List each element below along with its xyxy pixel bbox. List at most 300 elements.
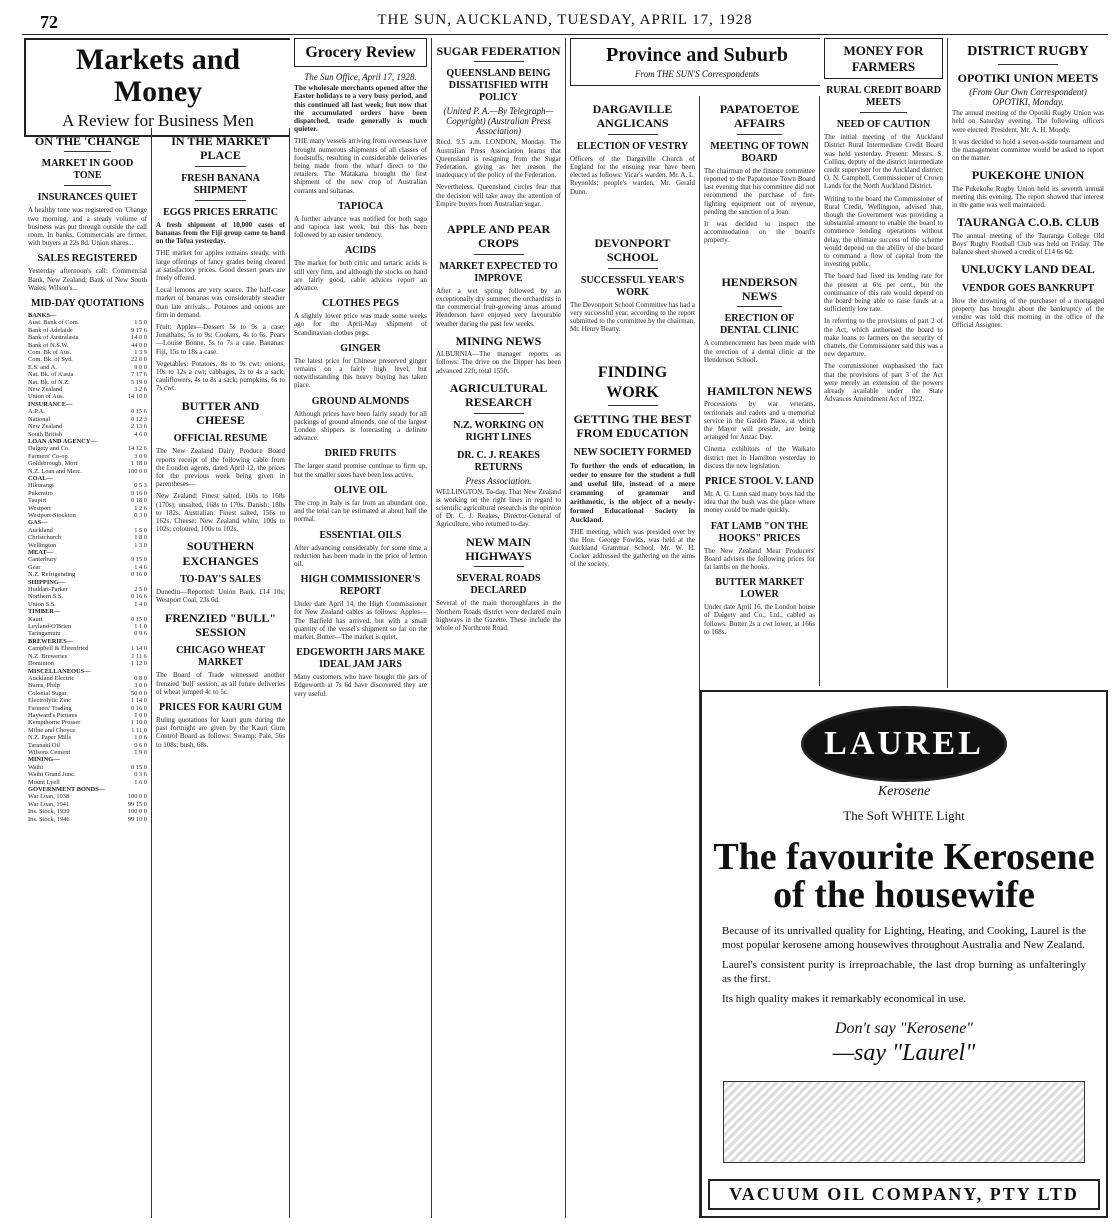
quote-name: MINING—	[28, 756, 60, 764]
quote-name: SHIPPING—	[28, 578, 66, 586]
markets-title: Markets and Money	[75, 43, 241, 108]
quote-row	[28, 416, 147, 423]
markets-p2: Yesterday afternoon's call: Commercial Bank, New Zealand; Bank of New South Wales; Wilson's...	[28, 267, 147, 292]
rule	[195, 166, 247, 167]
quote-value: 4 6 0	[134, 430, 147, 438]
quote-value: 1 18 0	[131, 460, 147, 468]
quote-name: New Zealand	[28, 386, 63, 394]
quote-row	[28, 386, 147, 393]
sales-head: SALES REGISTERED	[37, 253, 138, 265]
grocery-title: Grocery Review	[305, 44, 416, 61]
prov-h2: ELECTION OF VESTRY	[576, 140, 689, 152]
prov-h1: DARGAVILLE ANGLICANS	[592, 102, 673, 131]
quote-value: 100 0 0	[127, 793, 147, 801]
quote-value: 1 1 0	[134, 623, 147, 631]
quote-row	[28, 705, 147, 712]
quote-value: 0 16 0	[131, 704, 147, 712]
mp-p8: Dunedin—Reported: Union Bank, £14 10s; Westport Coal, 23s 6d.	[156, 588, 285, 605]
province-banner	[566, 38, 820, 92]
quote-name: Com. Bk. of Syd.	[28, 356, 73, 364]
quote-name: N.Z. Loan and Merc.	[28, 467, 82, 475]
quote-row	[28, 356, 147, 363]
papa-p4: Processions by war veterans, territorials and cadets and a memorial service in the Garden Place, at which the Mayor will preside, are being arranged for Anzac Day.	[704, 400, 815, 442]
rugby-p3: The Pukekohe Rugby Union held its seventh annual meeting this evening. The report showed that interest in the game was well maintained.	[952, 184, 1104, 210]
quote-name: Ins. Stock, 1946	[28, 815, 70, 823]
quote-name: Ins. Stock, 1939	[28, 808, 70, 816]
sugar-p4: ALBURNIA—The manager reports as follows: The drive on the Dipper has been advanced 22ft, total 155ft.	[436, 350, 561, 375]
mp-p3: Local lemons are very scarce. The half-case market of bananas was considerably steadier than late arrivals... Potatoes and onions are firm in demand.	[156, 286, 285, 319]
quote-name: Mount Lyell	[28, 778, 60, 786]
quote-row	[28, 534, 147, 541]
grocery-office: The Sun Office, April 17, 1928.	[304, 72, 417, 83]
quote-row	[28, 630, 147, 637]
rugby-h1: DISTRICT RUGBY	[967, 44, 1089, 59]
quote-row	[28, 579, 147, 586]
grocery-p4: A slightly lower price was made some weeks ago for the April-May shipment of Scandinavian clothes pegs.	[294, 312, 427, 337]
province-header	[570, 38, 820, 86]
farmers-p4: In referring to the provisions of part 2 of the Act, which authorised the board to make loans to farmers on the security of chattels, the Commissioner said this was a new departure.	[824, 317, 943, 359]
quote-row	[28, 556, 147, 563]
papa-h3: HENDERSON NEWS	[721, 274, 798, 303]
grocery-h3: CLOTHES PEGS	[322, 298, 399, 310]
quote-row	[28, 786, 147, 793]
quote-name: Wellington	[28, 541, 57, 549]
mp-p5: Vegetables: Potatoes, 8s to 9s cwt; onions, 10s to 12s a cwt; cabbages, 2s to 4s a sack; cauliflowers, 4s to 8s a sack; pumpkins, 6s to 7s cwt.	[156, 359, 285, 393]
quote-row	[28, 793, 147, 800]
quote-row	[28, 364, 147, 371]
farmers-p1: The initial meeting of the Auckland District Rural Intermediate Credit Board was held yesterday. Present: Messrs. S. Collins, deputy of the district intermediate credit supervisor for the Auckland district; O. N. Campbell, Commissioner of Crown Lands for the North Auckland District.	[824, 133, 943, 191]
papa-p8: Under date April 16, the London house of Dalgety and Co., Ltd., cabled as follows: Butter 2s a cwt lower, at 166s to 168s.	[704, 603, 815, 636]
quote-name: Colonial Sugar	[28, 689, 67, 697]
rugby-h4: TAURANGA C.O.B. CLUB	[956, 215, 1100, 230]
quote-value: 1 11 6	[131, 652, 147, 660]
quote-value: 1 11 0	[131, 726, 147, 734]
papatoetoe-column	[700, 96, 820, 686]
rule	[64, 185, 112, 186]
grocery-p6: Although prices have been fairly steady for all packings of ground almonds, one of the largest London shippers is forecasting a definite advance.	[294, 409, 427, 443]
quote-row	[28, 719, 147, 726]
prov-h3: DEVONPORT SCHOOL	[594, 235, 671, 265]
mp-p10: Ruling quotations for kauri gum during the past fortnight are given by the Kauri Gum Control Board as follows: Swamp: Pale, 56s to 108s; bush, 68s.	[156, 716, 285, 749]
farmers-header	[824, 38, 943, 79]
quote-value: 0 16 6	[131, 593, 147, 601]
mp-p9: The Board of Trade witnessed another frenzied 'bull' session, as all future deliveries of wheat jumped 4c to 5c.	[156, 671, 285, 696]
grocery-h4: GINGER	[340, 342, 381, 354]
quote-value: 14 12 6	[127, 445, 147, 453]
rugby-h3: PUKEKOHE UNION	[971, 168, 1085, 183]
quote-row	[28, 571, 147, 578]
quote-value: 1 5 0	[134, 319, 147, 327]
quote-row	[28, 593, 147, 600]
page-number: 72	[40, 12, 58, 32]
grocery-h2: ACIDS	[344, 245, 377, 257]
quote-row	[28, 468, 147, 475]
quote-value: 0 8 0	[134, 674, 147, 682]
sugar-h3: APPLE AND PEAR CROPS	[446, 222, 551, 251]
quote-value: 1 4 0	[134, 600, 147, 608]
quote-value: 3 2 6	[134, 386, 147, 394]
quote-name: Union S.S.	[28, 600, 56, 608]
quote-row	[28, 742, 147, 749]
mp-h2: FRESH BANANA SHIPMENT	[181, 172, 260, 196]
quote-name: Waihi	[28, 763, 44, 771]
papa-p3: A commencement has been made with the erection of a dental clinic at the Henderson School.	[704, 339, 815, 364]
quote-value: 0 18 0	[131, 497, 147, 505]
quote-row	[28, 334, 147, 341]
quote-name: Farmers' Co-op.	[28, 452, 70, 460]
quote-row	[28, 727, 147, 734]
rule	[737, 306, 781, 307]
farmers-h2: NEED OF CAUTION	[836, 119, 931, 131]
sugar-dek2: Press Association.	[465, 475, 532, 486]
quote-name: Waihi Grand Junc.	[28, 771, 76, 779]
quote-name: E.S. and A.	[28, 363, 57, 371]
quote-name: TIMBER—	[28, 608, 61, 616]
markets-header	[24, 38, 290, 137]
quote-name: BREWERIES—	[28, 637, 74, 645]
quote-name: Wilsons Cement	[28, 748, 71, 756]
quote-row	[28, 816, 147, 823]
quote-row	[28, 512, 147, 519]
prov-p2: The Devonport School Committee has had a very successful year, according to the report submitted to the committee by the chairman, Mr. Henry Beatty.	[570, 300, 695, 334]
quote-row	[28, 764, 147, 771]
quote-value: 1 10 0	[131, 719, 147, 727]
markets-col-body	[24, 128, 152, 1218]
markets-subtitle: A Review for Business Men	[62, 111, 254, 130]
grocery-p8: The crop in Italy is far from an abundant one, and the total can be estimated at about half the normal.	[294, 498, 427, 524]
quote-name: N.Z. Breweries	[28, 652, 68, 660]
quote-row	[28, 542, 147, 549]
quote-name: Taupiri	[28, 497, 47, 505]
quote-value: 7 17 6	[131, 371, 147, 379]
papa-h2: MEETING OF TOWN BOARD	[710, 140, 809, 164]
rule	[474, 254, 524, 255]
quote-value: 50 0 0	[131, 689, 147, 697]
quote-row	[28, 682, 147, 689]
quote-row	[28, 423, 147, 430]
quote-value: 44 0 0	[131, 341, 147, 349]
quote-name: MEAT—	[28, 549, 54, 557]
quote-name: A.P.A.	[28, 408, 45, 416]
quote-value: 1 14 0	[131, 697, 147, 705]
quote-row	[28, 697, 147, 704]
quote-value: 1 12 0	[131, 660, 147, 668]
quote-row	[28, 712, 147, 719]
quote-value: 0 15 0	[131, 763, 147, 771]
rugby-p4: The annual meeting of the Tauranga College Old Boys' Rugby Football Club was held on Friday. The balance sheet showed a credit of £14 6s 6d.	[952, 231, 1104, 257]
mp-p2: THE market for apples remains steady, with large offerings of fancy grades being cleared at satisfactory prices. Good dessert pears are freely offered.	[156, 249, 285, 282]
papa-h4: ERECTION OF DENTAL CLINIC	[720, 313, 799, 337]
quote-row	[28, 645, 147, 652]
ad-brand-sub: Kerosene	[877, 784, 931, 799]
farmers-p3: The board had fixed its lending rate for the present at 6½ per cent., but the continuance of this rate would depend on the board being able to raise funds at a sufficiently low rate.	[824, 272, 943, 314]
rule	[474, 566, 524, 567]
quote-name: Huddart-Parker	[28, 586, 68, 594]
quote-row	[28, 438, 147, 445]
mp-h7: TO-DAY'S SALES	[180, 574, 261, 586]
quote-value: 14 0 0	[131, 334, 147, 342]
quote-name: N.Z. Paper Mills	[28, 734, 71, 742]
grocery-column	[290, 38, 432, 1218]
quote-name: Bank of N.S.W.	[28, 341, 69, 349]
farmers-p5: The commissioner emphasised the fact that the provisions of part 3 of the Act were merely an extension of the powers already available under the State Advances Amendment Act of 1922.	[824, 362, 943, 404]
quote-row	[28, 342, 147, 349]
quote-name: Nat. Bk. of A'asia	[28, 371, 74, 379]
grocery-p7: The larger stand promise continue to firm up, but the smaller sizes have been less active.	[294, 462, 427, 479]
quote-value: 1 0 0	[134, 711, 147, 719]
sugar-h2: QUEENSLAND BEING DISSATISFIED WITH POLICY	[446, 68, 551, 104]
rugby-h6: VENDOR GOES BANKRUPT	[961, 282, 1095, 294]
quote-name: Gear	[28, 563, 41, 571]
quote-name: Kempthorne Prosser	[28, 719, 81, 727]
quote-row	[28, 749, 147, 756]
ad-slogan2: —say "Laurel"	[832, 1040, 976, 1066]
quote-row	[28, 586, 147, 593]
quote-row	[28, 519, 147, 526]
quote-name: BANKS—	[28, 312, 57, 320]
grocery-h9: HIGH COMMISSIONER'S REPORT	[300, 574, 421, 598]
quote-value: 9 0 0	[134, 363, 147, 371]
quote-value: 0 16 0	[131, 489, 147, 497]
quote-row	[28, 431, 147, 438]
quote-row	[28, 616, 147, 623]
grocery-p2: A further advance was notified for both sago and tapioca last week, but this has been followed by an easier tendency.	[294, 214, 427, 240]
quote-value: 0 15 0	[131, 615, 147, 623]
quote-value: 1 3 9	[134, 349, 147, 357]
quote-name: Campbell & Ehrenfried	[28, 645, 89, 653]
rule	[64, 151, 112, 152]
mp-h8: FRENZIED "BULL" SESSION	[164, 610, 276, 640]
sugar-h1: SUGAR FEDERATION	[436, 44, 561, 58]
quote-name: Burns, Philp	[28, 682, 60, 690]
sugar-p2: Nevertheless, Queensland circles fear that the decision will take away the attention of Empire buyers from Australian sugar.	[436, 183, 561, 208]
papa-h6: PRICE STOOL V. LAND	[705, 476, 814, 488]
quote-value: 2 13 6	[131, 423, 147, 431]
quote-row	[28, 408, 147, 415]
market-place-column	[152, 128, 290, 1218]
quote-row	[28, 601, 147, 608]
quote-name: Christchurch	[28, 534, 62, 542]
markets-h3: INSURANCES QUIET	[37, 192, 138, 204]
quote-row	[28, 808, 147, 815]
mp-h9: CHICAGO WHEAT MARKET	[176, 645, 265, 669]
quote-row	[28, 801, 147, 808]
grocery-p11: Many customers who have bought the jars of Edgeworth at 7s 6d have discovered they are very useful.	[294, 673, 427, 698]
rule	[608, 268, 658, 269]
ad-illustration	[723, 1081, 1085, 1163]
quote-row	[28, 527, 147, 534]
sugar-p3: After a wet spring followed by an exceptionally dry summer, the orchardists in the commercial fruit-growing areas around Henderson have enjoyed very favourable weather during the past few weeks.	[436, 286, 561, 328]
quote-value: 1 6 0	[134, 778, 147, 786]
papa-p5: Cinema exhibitors of the Waikato district met in Hamilton yesterday to discuss the new legislation.	[704, 445, 815, 470]
quote-value: 9 15 0	[131, 556, 147, 564]
quote-value: 1 9 0	[134, 748, 147, 756]
rugby-dek: (From Our Own Correspondent) OPOTIKI, Monday.	[969, 87, 1087, 108]
masthead-title: THE SUN, AUCKLAND, TUESDAY, APRIL 17, 1928	[377, 12, 753, 28]
quote-value: 0 3 0	[134, 511, 147, 519]
sugar-h6: AGRICULTURAL RESEARCH	[449, 380, 548, 410]
quote-name: Dominion	[28, 660, 54, 668]
quote-row	[28, 734, 147, 741]
papa-h5: HAMILTON NEWS	[706, 384, 813, 398]
sugar-p6: Several of the main thoroughfares in the Northern Roads district were declared main highways in the Gazette. These include the whole of Northcote Road.	[436, 599, 561, 632]
sugar-p5: WELLINGTON, To-day. That New Zealand is working on the right lines in regard to scientific agricultural research is the opinion of Dr. C. J. Reakes, Director-General of Agriculture, who returned to-day.	[436, 487, 561, 529]
sugar-h5: MINING NEWS	[455, 333, 542, 348]
province-column	[566, 96, 700, 1218]
mp-p6: The New Zealand Dairy Produce Board reports receipt of the following cable from the London agents, dated April 12, the prices for the previous week being given in parentheses—	[156, 447, 285, 489]
farmers-h1: RURAL CREDIT BOARD MEETS	[826, 85, 941, 109]
grocery-p3: The market for both citric and tartaric acids is still very firm, and although the stocks on hand are fairly good, cable advices report an advance.	[294, 259, 427, 293]
farmers-column	[820, 38, 948, 688]
quote-row	[28, 608, 147, 615]
quote-row	[28, 482, 147, 489]
papa-p2: It was decided to inspect the accommodation on the board's property.	[704, 220, 815, 245]
ad-body2: Laurel's consistent purity is irreproachable, the last drop burning as unfalteringly as the first.	[722, 959, 1086, 985]
quote-name: Kauri	[28, 615, 43, 623]
quote-value: 1 0 6	[134, 734, 147, 742]
quote-value: 2 5 0	[134, 586, 147, 594]
quote-name: N.Z. Refrigerating	[28, 571, 76, 579]
rule	[195, 200, 247, 201]
grocery-h8: ESSENTIAL OILS	[319, 529, 402, 541]
quote-row	[28, 319, 147, 326]
quote-row	[28, 490, 147, 497]
quote-name: COAL—	[28, 474, 53, 482]
quote-name: Leyland-O'Brien	[28, 623, 72, 631]
quote-row	[28, 771, 147, 778]
markets-p1: A healthy tone was registered on 'Change two morning, and a steady volume of business was put through outside the call room. In banks, Commercials are firmer, with buyers at 22s 8d. Union shares...	[28, 206, 147, 248]
grocery-h5: GROUND ALMONDS	[311, 395, 410, 407]
quote-name: Westport	[28, 504, 51, 512]
rule	[860, 112, 908, 113]
quote-row	[28, 460, 147, 467]
grocery-h6: DRIED FRUITS	[324, 448, 397, 460]
rugby-p5: How the drowning of the purchaser of a mortgaged property has brought about the bankruptcy of the vendor was told this morning in the office of the Official Assignee.	[952, 296, 1104, 330]
quote-row	[28, 453, 147, 460]
laurel-logo	[801, 706, 1007, 782]
quote-row	[28, 756, 147, 763]
quote-row	[28, 401, 147, 408]
mp-h10: PRICES FOR KAURI GUM	[158, 702, 283, 714]
quote-value: 0 9 6	[134, 630, 147, 638]
quote-name: National	[28, 415, 51, 423]
papa-h7: FAT LAMB "ON THE HOOKS" PRICES	[710, 520, 809, 544]
quote-value: 3 0 0	[134, 682, 147, 690]
quote-name: South British	[28, 430, 62, 438]
quote-name: Milne and Choyce	[28, 726, 76, 734]
grocery-header	[294, 38, 427, 67]
papa-p1: The chairman of the finance committee reported to the Papatoetoe Town Board last evening that his committee did not recommend the purchase of fire-fighting equipment out of revenue, pending the sanction of a loan.	[704, 166, 815, 216]
ad-brand: LAUREL	[824, 725, 984, 762]
quote-row	[28, 379, 147, 386]
prov-h7: NEW SOCIETY FORMED	[573, 446, 692, 458]
quote-name: Pukemiro	[28, 489, 53, 497]
sugar-h4: MARKET EXPECTED TO IMPROVE	[439, 260, 558, 284]
quote-row	[28, 327, 147, 334]
quote-row	[28, 668, 147, 675]
prov-h4: SUCCESSFUL YEAR'S WORK	[580, 274, 685, 298]
quote-name: War Loan, 1941	[28, 800, 70, 808]
ad-body1: Because of its unrivalled quality for Lighting, Heating, and Cooking, Laurel is the most popular kerosene among housewives throughout Australia and New Zealand.	[722, 925, 1086, 951]
papa-p7: The New Zealand Meat Producers' Board advises the following prices for fat lambs on the hooks.	[704, 546, 815, 572]
farmers-title: MONEY FOR FARMERS	[843, 43, 924, 74]
quote-value: 99 10 0	[127, 815, 147, 823]
quote-name: Hayward's Pictures	[28, 711, 78, 719]
prov-p1: Officers of the Dargaville Church of England for the ensuing year have been elected as follows: Vicar's warden, Mr. A. L. Reynolds; people's warden, Mr. Gerald Dunn.	[570, 154, 695, 196]
quote-name: Bank of Australasia	[28, 334, 79, 342]
mp-p4: Fruit: Apples—Dessert 5s to 9s a case; Jonathans, 5s to 9s; Cookers, 4s to 6s. Pears—Louise Bonne, 5s to 7s a case. Bananas: Fiji, 15s to 18s a case.	[156, 323, 285, 356]
rule	[737, 134, 781, 135]
quote-name: Auckland	[28, 526, 53, 534]
mp-p1: A fresh shipment of 10,000 cases of bananas from the Fiji group came to hand on the Tofua yesterday.	[156, 220, 285, 246]
grocery-p1: THE many vessels arriving from overseas have brought numerous shipments of all classes of foodstuffs, resulting in considerable deliveries being made from the wharf direct to the retailers. The Matakana brought the first shipment of the new crop of Australian currants and sultanas.	[294, 137, 427, 195]
quote-value: 1 2 6	[134, 504, 147, 512]
quote-name: Westport-Stockton	[28, 511, 76, 519]
quote-name: Taranaki Oil	[28, 741, 61, 749]
quote-value: 99 15 0	[127, 800, 147, 808]
ad-headline: The favourite Kerosene of the housewife	[713, 836, 1095, 916]
quote-value: 0 16 0	[131, 571, 147, 579]
quote-name: Auckland Electric	[28, 674, 75, 682]
sugar-h8: DR. C. J. REAKES RETURNS	[457, 449, 540, 473]
quote-name: INSURANCE—	[28, 400, 73, 408]
sugar-p1: Recd. 9.5 a.m. LONDON, Monday. The Australian Press Association learns that Queensland is resigning from the Sugar Federation, giving as her reason the inadequacy of the policy of the Federation.	[436, 138, 561, 180]
prov-h6: GETTING THE BEST FROM EDUCATION	[573, 411, 692, 441]
rugby-h5: UNLUCKY LAND DEAL	[961, 262, 1095, 277]
quote-name: Union of Aus.	[28, 393, 65, 401]
quote-row	[28, 653, 147, 660]
province-dek: From THE SUN'S Correspondents	[634, 69, 759, 79]
mp-h4: BUTTER AND CHEESE	[181, 398, 260, 428]
quote-name: GAS—	[28, 519, 48, 527]
quote-row	[28, 660, 147, 667]
quote-row	[28, 675, 147, 682]
quote-name: Taringamutu	[28, 630, 61, 638]
quote-name: MISCELLANEOUS—	[28, 667, 91, 675]
quote-name: Nat. Bk. of N.Z.	[28, 378, 70, 386]
quote-value: 100 0 0	[127, 808, 147, 816]
mp-p7: New Zealand: Finest salted, 160s to 168s (170s); unsalted, 168s to 170s. Danish: 180s to 182s. Australian: Finest salted, 156s to 162s. Cheese: New Zealand white, 100s to 102s; coloured, 100s to 102s.	[156, 492, 285, 534]
quote-row	[28, 371, 147, 378]
quote-name: Electrolytic Zinc	[28, 697, 72, 705]
grocery-p5: The latest price for Chinese preserved ginger remains on a fairly high level, but notwithstanding this heavy buying has taken place.	[294, 356, 427, 390]
quote-value: 5 19 0	[131, 378, 147, 386]
quote-name: Com. Bk of Aus.	[28, 349, 72, 357]
markets-h2: MARKET IN GOOD TONE	[41, 158, 134, 182]
quote-name: New Zealand	[28, 423, 63, 431]
quote-value: 9 17 6	[131, 326, 147, 334]
quote-name: Northern S.S.	[28, 593, 63, 601]
quote-value: 0 5 3	[134, 482, 147, 490]
quote-value: 100 0 0	[127, 467, 147, 475]
ad-company: VACUUM OIL COMPANY, PTY LTD	[708, 1179, 1100, 1210]
rugby-column	[948, 38, 1108, 688]
rule	[998, 64, 1059, 65]
rugby-h2: OPOTIKI UNION MEETS	[957, 70, 1099, 85]
quote-name: Farmers' Trading	[28, 704, 72, 712]
province-title: Province and Suburb	[606, 44, 788, 66]
markets-h1: ON THE 'CHANGE	[34, 134, 141, 148]
grocery-p9: After advancing considerably for some time a reduction has been made in the price of lemon oil.	[294, 543, 427, 568]
quote-name: GOVERNMENT BONDS—	[28, 786, 106, 794]
quote-row	[28, 623, 147, 630]
sugar-dek: (United P. A.—By Telegraph—Copyright) (Australian Press Association)	[443, 106, 554, 137]
quote-value: 1 14 0	[131, 645, 147, 653]
rule	[608, 134, 658, 135]
quote-row	[28, 638, 147, 645]
quote-value: 0 15 6	[131, 408, 147, 416]
rule	[608, 405, 658, 406]
